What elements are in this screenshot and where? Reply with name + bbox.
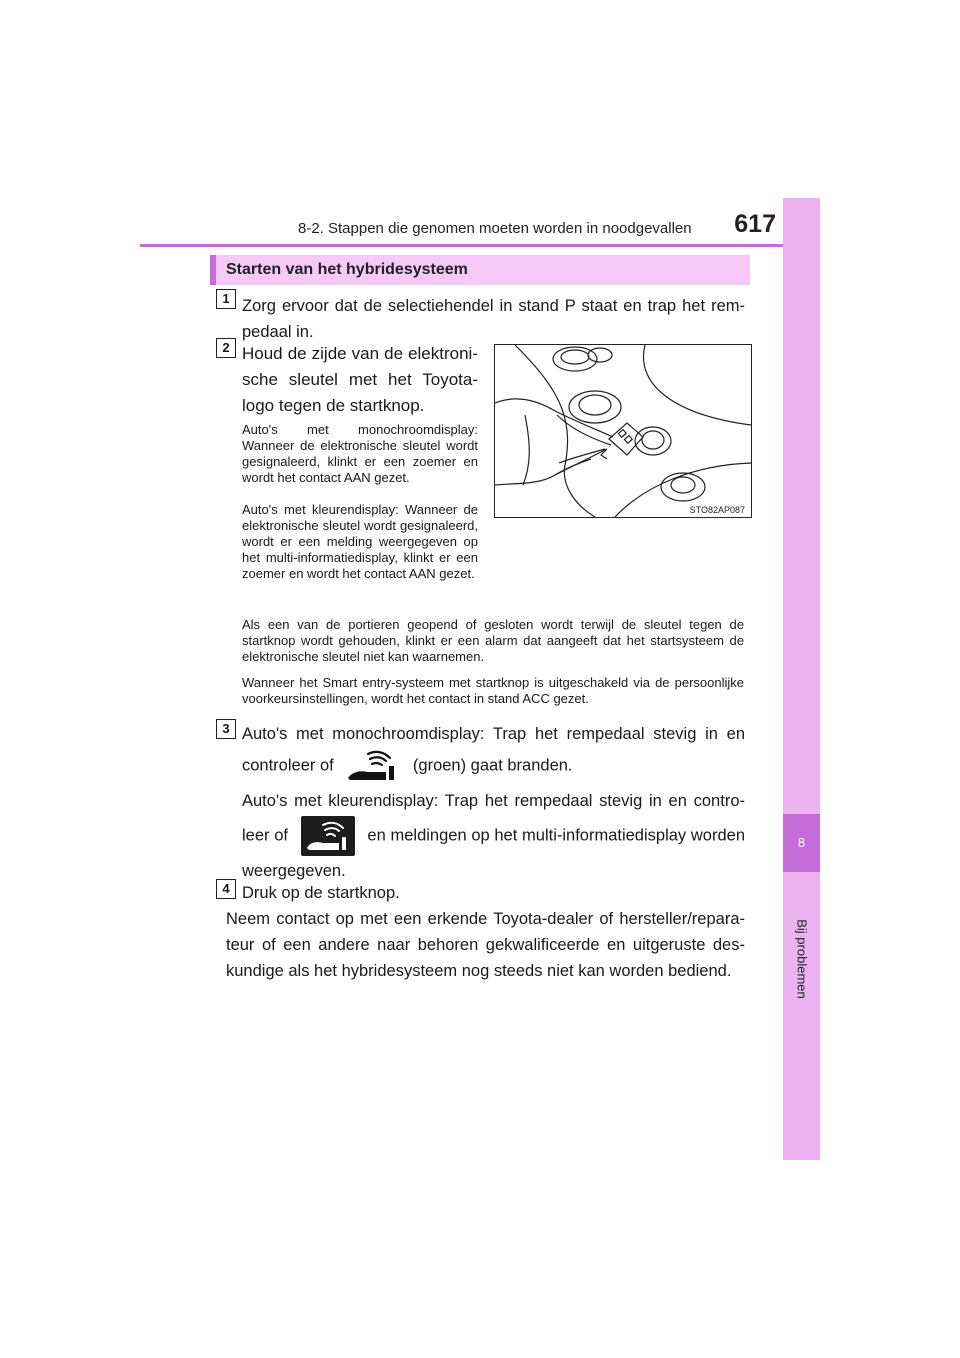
step-number-3: 3: [216, 719, 236, 739]
step-3-color-after: en meldingen op het multi-informatiedisplay worden weergegeven.: [242, 826, 745, 880]
side-tab-label: Bij problemen: [794, 919, 809, 999]
key-indicator-dark-icon: [301, 816, 355, 856]
step-2-subnote-2: Auto's met kleurendisplay: Wanneer de elektronische sleutel wordt gesignaleerd, wordt er een melding weergegeven op het multi-informatiedisplay, klinkt er een zoemer en wordt het contact AAN gezet.: [242, 502, 478, 581]
key-start-button-illustration: [494, 344, 752, 518]
side-tab-chapter: 8: [783, 814, 820, 872]
step-3-mono-after: (groen) gaat branden.: [412, 756, 573, 775]
step-4-text: Druk op de startknop.: [242, 884, 400, 902]
step-2-note-2: Wanneer het Smart entry-systeem met startknop is uitgeschakeld via de persoonlijke voorkeursinstellingen, wordt het contact in stand ACC gezet.: [242, 675, 744, 706]
side-tab-top: [783, 198, 820, 814]
step-number-4: 4: [216, 879, 236, 899]
step-2-note-1: Als een van de portieren geopend of gesloten wordt terwijl de sleutel tegen de startknop wordt gehouden, klinkt er een alarm dat aangeeft dat het startsysteem de elektronische sleutel niet kan waarnemen.: [242, 617, 744, 664]
header-title: 8-2. Stappen die genomen moeten worden in noodgevallen: [298, 220, 692, 237]
header-rule: [140, 244, 820, 247]
step-3-mono-paragraph: [242, 720, 745, 784]
step-2-subnote-1: Auto's met monochroomdisplay: Wanneer de elektronische sleutel wordt gesignaleerd, klinkt er een zoemer en wordt het contact AAN gezet.: [242, 422, 478, 485]
step-number-1: 1: [216, 289, 236, 309]
step-3-color-before: Auto's met kleurendisplay: Trap het rempedaal stevig in en controleer of: [242, 792, 745, 845]
hand-key-drawing: [495, 345, 751, 517]
figure-code: STO82AP087: [689, 505, 745, 515]
closing-paragraph: Neem contact op met een erkende Toyota-dealer of hersteller/reparateur of een andere naar behoren gekwalificeerde en uitgeruste deskundige als het hybridesysteem nog steeds niet kan worden bediend.: [226, 910, 745, 980]
key-indicator-icon: [346, 748, 400, 784]
step-number-2: 2: [216, 338, 236, 358]
section-heading-bar: [210, 255, 216, 285]
page-number: 617: [734, 210, 776, 238]
step-1-text: Zorg ervoor dat de selectiehendel in stand P staat en trap het rempedaal in.: [242, 297, 745, 341]
step-3-mono-before: Auto's met monochroomdisplay: Trap het rempedaal stevig in en controleer of: [242, 725, 745, 775]
section-heading: [210, 255, 750, 285]
step-3-color-paragraph: [242, 786, 745, 886]
section-heading-text: Starten van het hybridesysteem: [226, 261, 468, 278]
step-2-text: Houd de zijde van de elektronische sleutel met het Toyota-logo tegen de startknop.: [242, 344, 478, 415]
